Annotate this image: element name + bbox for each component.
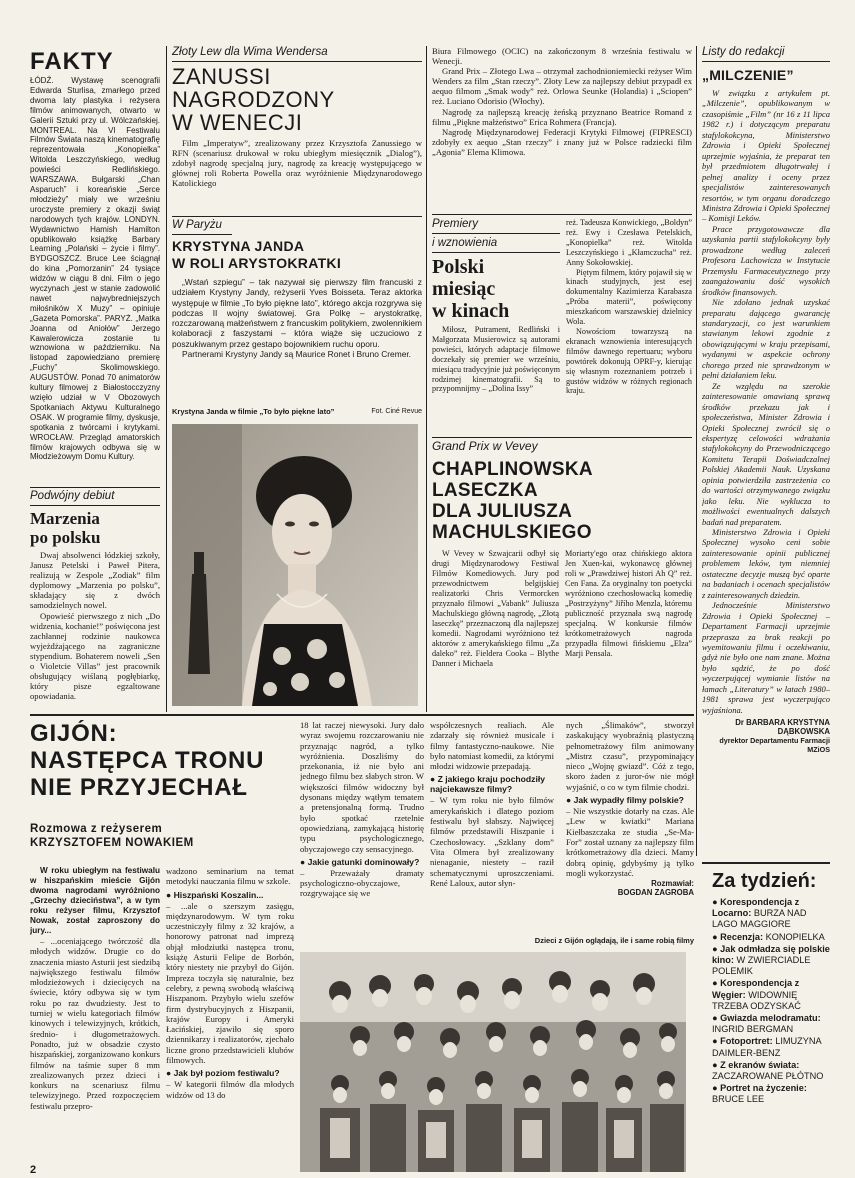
gijon-para: – ...ale o szerszym zasięgu, międzynarodowym. W tym roku uczestniczyły filmy z 32 krajów, a honorowy patronat nad imprezą objął młodziutki następca tronu, książę Asturii Felipe de Borbón, który niestety nie przybył do Gijón. Impreza toczyła się naturalnie, bez celebry, z pewną swobodą właściwą Hiszpanom. Przybyło wielu szefów firm dystrybucyjnych z Hiszpanii, krajów Europy i Ameryki Łacińskiej, zjawiło się sporo dziennikarzy i realizatorów, zjechało liczne grono przedstawicieli klubów filmowych. bbox=[166, 900, 294, 1066]
vevey-rubric: Grand Prix w Vevey bbox=[432, 440, 538, 453]
premiery-article-cont bbox=[566, 218, 692, 433]
za-tydzien-item-key: Korespondencja z Locarno: bbox=[712, 897, 800, 919]
premiery-para: Nowościom towarzyszą na ekranach wznowienia interesujących filmów dawnego repertuaru; wyboru powtórek dokonują OPRF-y, kierując się własnym rozeznaniem potrzeb i gustów widzów w różnych regionach kraju. bbox=[566, 326, 692, 396]
gijon-question: Z jakiego kraju pochodziły najciekawsze filmy? bbox=[430, 774, 546, 795]
za-tydzien-item-key: Z ekranów świata: bbox=[720, 1059, 800, 1070]
bullet-icon: ● bbox=[712, 1083, 721, 1094]
debiut-title-1: Marzenia bbox=[30, 509, 100, 528]
listy-title: „MILCZENIE” bbox=[702, 67, 794, 83]
gijon-title-2: NASTĘPCA TRONU bbox=[30, 747, 265, 774]
za-tydzien-item-value: BURZA NAD LAGO MAGGIORE bbox=[712, 908, 807, 930]
janda-rubric: W Paryżu bbox=[172, 219, 232, 235]
listy-para: Ze względu na szerokie zainteresowanie omawianą sprawą środków przekazu jak i społeczeństwa, Minister Zdrowia i Opieki Społecznej zwrócił się o ekspertyzę celowości wdrażania stafylokokcyny do Przewodniczącego Komitetu Terapii Doświadczalnej Polskiej Akademii Nauk. Uzyskana opinia potwierdziła zastrzeżenia co do wartości otrzymywanego związku jako leku. Nie wyklucza to możliwości ewentualnych dalszych badań nad preparatem. bbox=[702, 380, 830, 527]
gijon-question: Jakie gatunki dominowały? bbox=[307, 856, 420, 867]
debiut-article bbox=[30, 487, 160, 709]
bullet-icon: ● bbox=[300, 856, 306, 867]
debiut-para: Dwaj absolwenci łódzkiej szkoły, Janusz Petelski i Paweł Pitera, realizują w Zespole „Zodiak” film dyplomowy „Marzenia po polsku”, składający się z dwóch samodzielnych nowel. bbox=[30, 550, 160, 611]
za-tydzien-item-key: Korespondencja z Węgier: bbox=[712, 978, 800, 1000]
bullet-icon: ● bbox=[712, 1059, 721, 1070]
premiery-title-3: w kinach bbox=[432, 300, 510, 322]
za-tydzien-item-value: W ZWIERCIADLE POLEMIK bbox=[712, 955, 811, 977]
janda-article bbox=[172, 219, 422, 419]
janda-title-2: W ROLI ARYSTOKRATKI bbox=[172, 255, 342, 271]
za-tydzien-list bbox=[702, 897, 830, 1106]
zanussi-article bbox=[172, 46, 422, 216]
venice-para: Nagrodę za najlepszą kreację żeńską przyznano Beatrice Romand z filmu „Piękne małżeństwo” Erica Rohmera (Francja). bbox=[432, 106, 692, 127]
bullet-icon: ● bbox=[712, 943, 721, 954]
janda-photo bbox=[172, 424, 418, 706]
janda-photo-caption: Krystyna Janda w filmie „To było piękne lato” bbox=[172, 407, 335, 416]
za-tydzien-item-key: Portret na życzenie: bbox=[720, 1083, 807, 1094]
gijon-question: Hiszpański Koszalin... bbox=[173, 889, 264, 900]
column-rule bbox=[166, 46, 167, 712]
janda-photo-illustration bbox=[172, 424, 418, 706]
listy-article bbox=[702, 46, 830, 856]
premiery-para: Piętym filmem, który pojawił się w kinach studyjnych, jest esej dokumentalny Kazimierza Karabasza „Próba materii”, poświęcony mieszkańcom warszawskiej dzielnicy Wola. bbox=[566, 267, 692, 327]
gijon-title-1: GIJÓN: bbox=[30, 720, 118, 747]
zanussi-title-1: ZANUSSI bbox=[172, 64, 271, 89]
debiut-para: Opowieść pierwszego z nich „Do widzenia, kochanie!” poświęcona jest zachłannej rodzinie naukowca wyjeżdżającego na zagraniczne stypendium. Bohaterem noweli „Sen o Violetcie Villas” jest pracownik obsługujący wiślaną pogłębiarkę, który pisze egzaltowane opowiadania. bbox=[30, 610, 160, 702]
za-tydzien-box bbox=[702, 862, 830, 1170]
venice-para: Grand Prix – Złotego Lwa – otrzymał zachodnioniemiecki reżyser Wim Wenders za film „Stan rzeczy”. Złoty Lew za najlepszy debiut przypadł ex aequo filmom „Smak wody” reż. Orlowa Seunke (Holandia) i „Sciopen” reż. Luciano Odorisio (Włochy). bbox=[432, 66, 692, 107]
premiery-rubric-1: Premiery bbox=[432, 218, 560, 234]
gijon-photo bbox=[300, 952, 686, 1172]
za-tydzien-item bbox=[712, 932, 830, 943]
gijon-para: nych „Ślimaków”, stworzył zaskakujący wyobraźnią plastyczną pełnometrażowy film animowany „Mistrz czasu”, przypominający nieco „Wojnę gwiazd”. Cóż z tego, skoro żaden z juror-ów nie mógł wyjaśnić, o co w tym filmie chodzi. bbox=[566, 720, 694, 792]
zanussi-para: Film „Imperatyw”, zrealizowany przez Krzysztofa Zanussiego w RFN (scenariusz drukował w roku ubiegłym miesięcznik „Dialog”), zdobył nagrodę specjalną jury, nagrodę za kreację występującego w głównej roli Roberta Powella oraz wyróżnienie Międzynarodowego Katolickiego bbox=[172, 138, 422, 189]
gijon-column-1 bbox=[30, 866, 160, 1171]
za-tydzien-item-value: WIDOWNIĘ TRZEBA ODZYSKAĆ bbox=[712, 989, 801, 1011]
venice-para: Biura Filmowego (OCIC) na zakończonym 8 września festiwalu w Wenecji. bbox=[432, 46, 692, 67]
bullet-icon: ● bbox=[566, 795, 572, 806]
za-tydzien-item bbox=[712, 1060, 830, 1082]
gijon-lead: W roku ubiegłym na festiwalu w hiszpańskim mieście Gijón dwoma nagrodami wyróżniono „Grzechy dzieciństwa”, a w tym roku reżyser filmu, Krzysztof Nowak, został zaproszony do jury... bbox=[30, 866, 160, 935]
gijon-para: wadzono seminarium na temat metodyki nauczania filmu w szkole. bbox=[166, 866, 294, 887]
za-tydzien-item-value: BRUCE LEE bbox=[712, 1094, 765, 1105]
gijon-headline bbox=[30, 720, 300, 820]
gijon-para: – W tym roku nie było filmów amerykańskich i dlatego poziom festiwalu był słabszy. Najwięcej filmów przedstawili Hiszpanie i Czechosłowacy. „Szklany dom” Vita Olmera był zrealizowany nienaganie, niestety – raził schematycznymi uproszczeniami. René Laloux, autor słyn- bbox=[430, 795, 554, 888]
za-tydzien-item bbox=[712, 1083, 830, 1105]
page-number-box bbox=[30, 1160, 50, 1176]
vevey-title-2: LASECZKA bbox=[432, 480, 538, 501]
vevey-para: Moriarty'ego oraz chińskiego aktora Jen Xuen-kai, wykonawcę głównej roli w „Prawdziwej histori Ah Q” reż. Cen Fana. Za oryginalny ton poetycki wyróżniono czechosłowacką komedię „Postrzyżyny” Jiřího Menzla, któremu publiczność przyznała swą nagrodę specjalną. W konkursie filmów krótkometrażowych nagroda przypadła filmowi fińskiemu „Elza” Marji Pensala. bbox=[565, 549, 692, 658]
premiery-title-2: miesiąc bbox=[432, 278, 496, 300]
bullet-icon: ● bbox=[430, 774, 436, 785]
janda-title-1: KRYSTYNA JANDA bbox=[172, 238, 305, 254]
gijon-question: Jak był poziom festiwalu? bbox=[173, 1068, 280, 1079]
gijon-para: 18 lat raczej niewysoki. Jury dało wyraz swojemu rozczarowaniu nie przyznając nagród, a tylko wyróżnienia. Doszliśmy do przekonania, iż nie było ani jednego filmu bez słabych stron. W większości filmów widoczny był dysonans między wątłym tematem a pretensjonalną formą. Trudno było spotkać rzetelnie opowiedzianą, zamykającą historię typu psychologicznego, obyczajowego czy sensacyjnego. bbox=[300, 720, 424, 854]
listy-rubric: Listy do redakcji bbox=[702, 46, 830, 62]
gijon-para: – Przeważały dramaty psychologiczno-obyczajowe, rozgrywające się we bbox=[300, 867, 424, 899]
debiut-rubric: Podwójny debiut bbox=[30, 487, 160, 506]
gijon-interviewer-label: Rozmawiał: bbox=[651, 879, 694, 889]
gijon-para: – Nie wszystkie dotarły na czas. Ale „Lew w kwiatki” Mariana Kiełbaszczaka ze studia „Se-Ma-For” został uznany za najlepszy film krótkometrażowy dla dzieci. Mamy dobrą opinię, gdybyśmy ją tylko mogli wykorzystać. bbox=[566, 806, 694, 878]
bullet-icon: ● bbox=[166, 1068, 172, 1079]
listy-para: Prace przygotowawcze dla uzyskania partii stafylokokcyny były prowadzone według zaleceń Profesora Lachowicza w Instytucie Przemysłu Farmaceutycznego przy zaangażowaniu dość wysokich środków finansowych. bbox=[702, 223, 830, 297]
za-tydzien-item-key: Fotoportret: bbox=[720, 1036, 773, 1047]
debiut-title-2: po polsku bbox=[30, 528, 101, 547]
premiery-rubric-2: i wznowienia bbox=[432, 237, 560, 253]
gijon-photo-illustration bbox=[300, 952, 686, 1172]
fakty-text: ŁÓDŹ. Wystawę scenografii Edwarda Sturlisa, zmarłego przed dwoma laty plastyka i reżysera filmów animowanych, otwarto w Galerii Sztuki przy ul. Wólczańskiej. MONTREAL. Na VI Festiwalu Filmów Świata naszą kinematografię reprezentowała „Konopielka” Witolda Leszczyńskiego, według powieści Redlińskiego. WARSZAWA. Bułgarski „Chan Asparuch” i koreańskie „Serce młodzieży” miały we wrześniu uroczyste premiery z okazji świąt narodowych tych krajów. LONDYN. Wydawnictwo Hamish Hamilton opublikowało książkę Barbary Learning „Polański – życie i filmy”. BYDGOSZCZ. Bruce Lee ściągnął do kina „Pomorzanin” 24 tysiące widzów w ciągu 8 dni. Film o jego wyczynach „jest w stanie zadowolić nawet najwybredniejszych miłośników X Muzy” – opiniuje „Gazeta Pomorska”. PARYŻ. „Matka Joanna od Aniołów” Jerzego Kawalerowicza zostanie tu wznowiona w październiku. Na listopad zapowiedziano premierę „Fuchy” Skolimowskiego. AUGUSTÓW. Ponad 70 animatorów kultury filmowej z Białostocczyzny wzięło udział w V Obozowych Spotkaniach Aktywu Kulturalnego OSAK. W programie filmy, dyskusje, spotkania z twórcami i krytykami. WROCŁAW. Przegląd amatorskich filmów krajowych odbywa się w Młodzieżowym Domu Kultury. bbox=[30, 76, 160, 462]
bullet-icon: ● bbox=[712, 1013, 721, 1024]
gijon-column-3 bbox=[300, 720, 424, 948]
gijon-question: Jak wypadły filmy polskie? bbox=[573, 795, 684, 806]
gijon-para: współczesnych realiach. Ale zdarzały się również musicale i filmy fantastyczno-naukowe. Nie było natomiast komedii, za którymi młodzi widzowie przepadają. bbox=[430, 720, 554, 772]
column-rule bbox=[696, 46, 697, 856]
gijon-column-2 bbox=[166, 866, 294, 1171]
bullet-icon: ● bbox=[712, 897, 721, 907]
listy-signature-title: dyrektor Departamentu Farmacji MZiOS bbox=[719, 736, 830, 755]
fakty-column bbox=[30, 50, 160, 480]
za-tydzien-item-value: INGRID BERGMAN bbox=[712, 1024, 794, 1035]
premiery-para: reż. Tadeusza Konwickiego, „Boldyn” reż. Ewy i Czesława Petelskich, „Konopielka” reż. Witolda Leszczyńskiego i „Kłamczucha” reż. Anny Sokołowskiej. bbox=[566, 218, 692, 267]
janda-photo-credit: Fot. Ciné Revue bbox=[371, 408, 422, 415]
page-number: 2 bbox=[30, 1164, 37, 1176]
za-tydzien-item bbox=[712, 897, 830, 931]
listy-para: Nie zdołano jednak uzyskać preparatu dającego gwarancję standaryzacji, co jest warunkiem stawianym lekowi zgodnie z obowiązującymi w kraju przepisami, wydanymi w aspekcie ochrony chorego przed nie sprawdzonym w pełni działaniem leku. bbox=[702, 297, 830, 381]
za-tydzien-item-key: Recenzja: bbox=[720, 931, 764, 942]
janda-para: „Wstań szpiegu” – tak nazywał się pierwszy film francuski z udziałem Krystyny Jandy, reżyserii Yves Boisseta. Teraz aktorka występuje w filmie „To było piękne lato”, którego akcja rozgrywa się podczas II wojny światowej. Gra Polkę – arystokratkę, rozczarowaną małżeństwem z francuskim politykiem, zwolennikiem kolaboracji z faszystami – która wiąże się uczuciowo z poszukiwanym przez gestapo bojownikiem ruchu oporu. bbox=[172, 277, 422, 349]
za-tydzien-item bbox=[712, 1013, 830, 1035]
vevey-title-3: DLA JULIUSZA bbox=[432, 501, 573, 522]
venice-continuation bbox=[432, 46, 692, 208]
za-tydzien-item-value: ZACZAROWANE PŁÓTNO bbox=[712, 1071, 824, 1082]
premiery-title-1: Polski bbox=[432, 256, 485, 278]
section-rule bbox=[432, 437, 692, 438]
bullet-icon: ● bbox=[712, 1036, 721, 1047]
janda-caption-row bbox=[172, 407, 422, 421]
premiery-article bbox=[432, 218, 560, 433]
za-tydzien-item-value: KONOPIELKA bbox=[765, 931, 825, 942]
gijon-subtitle-1: Rozmowa z reżyserem bbox=[30, 823, 163, 835]
section-rule bbox=[432, 214, 692, 215]
listy-para: W związku z artykułem pt. „Milczenie”, opublikowanym w czasopiśmie „Film” (nr 16 z 11 lipca 1982 r.) i dotyczącym preparatu stafylokokcyna, Ministerstwo Zdrowia i Opieki Społecznej uprzejmie wyjaśnia, że preparat ten był przedmiotem długotrwałej i pełnej analizy i oceny przez specjalistów zainteresowanych resortów, w tym organu doradczego Ministra Zdrowia i Opieki Społecznej – Komisji Leków. bbox=[702, 88, 830, 224]
fakty-title: FAKTY bbox=[30, 50, 114, 75]
za-tydzien-item bbox=[712, 978, 830, 1012]
za-tydzien-item bbox=[712, 1036, 830, 1058]
za-tydzien-item bbox=[712, 944, 830, 978]
gijon-para: – W kategorii filmów dla młodych widzów od 13 do bbox=[166, 1079, 294, 1100]
gijon-para: – ...oceniającego twórczość dla młodych widzów. Drugie co do znaczenia miasto Asturii jest siedzibą największego festiwalu filmów młodzieżowych i dziecięcych na świecie, który odbywa się w tym roku po raz dwudziesty. Jest to turniej w wielu kategoriach filmów kinowych i telewizyjnych, krótkich, średnio- i długometrażowych. Ponadto, już w obsadzie czysto hiszpańskiej, zorganizowano konkurs filmów na taśmie super 8 mm zrealizowanych przez dzieci i konkurs na scenariusz filmu telewizyjnego. Przed rozpoczęciem festiwalu przepro- bbox=[30, 936, 160, 1111]
bullet-icon: ● bbox=[712, 931, 721, 942]
listy-signature-name: Dr BARBARA KRYSTYNA DĄBKOWSKA bbox=[735, 718, 830, 737]
gijon-photo-caption: Dzieci z Gijón oglądają, ile i same robią filmy bbox=[534, 936, 694, 945]
bullet-icon: ● bbox=[166, 889, 172, 900]
gijon-subhead bbox=[30, 822, 300, 858]
gijon-interviewer: BOGDAN ZAGROBA bbox=[617, 888, 694, 898]
vevey-para: W Vevey w Szwajcarii odbył się drugi Międzynarodowy Festiwal Filmów Komediowych. Jury pod przewodnictwem belgijskiej realizatorki Chris Vermorcken przyznało filmowi „Vabank” Juliusza Machulskiego główną nagrodę, „Złotą laseczkę” przeznaczoną dla najlepszej komedii. Nagrodami wyróżniono też aktorów z amerykańskiego filmu „Za daleko” reż. Fieldera Cooka – Blythe Danner i Michaela bbox=[432, 549, 559, 668]
vevey-title-4: MACHULSKIEGO bbox=[432, 522, 592, 543]
gijon-column-5 bbox=[566, 720, 694, 948]
column-rule bbox=[426, 46, 427, 712]
za-tydzien-item-key: Jak odmładza się polskie kino: bbox=[712, 943, 830, 966]
gijon-subtitle-2: KRZYSZTOFEM NOWAKIEM bbox=[30, 837, 194, 849]
za-tydzien-title: Za tydzień: bbox=[712, 870, 817, 892]
listy-para: Jednocześnie Ministerstwo Zdrowia i Opieki Społecznej – Departament Farmacji uprzejmie przeprasza za brak reakcji po wyemitowaniu filmu i oczekiwaniu, gdyż nie było one nam znane. Można było sądzić, że po dość wyczerpującej wymianie listów na łamach „Literatury” w latach 1980–1981 sprawa jest wyczerpująco wyjaśniona. bbox=[702, 600, 830, 715]
za-tydzien-item-value: LIMUZYNA DAIMLER-BENZ bbox=[712, 1036, 822, 1058]
premiery-para: Miłosz, Putrament, Redliński i Małgorzata Musierowicz są autorami powieści, których adaptacje filmowe doczekały się premier we wrześniu, miesiącu tradycyjnie już poświęconym rodzimej kinematografii. Są to przypomnijmy – „Dolina Issy” bbox=[432, 325, 560, 394]
section-rule bbox=[172, 216, 422, 217]
venice-para: Nagrodę Międzynarodowej Federacji Krytyki Filmowej (FIPRESCI) zdobyły ex aequo „Stan rzeczy” i znany już w Polsce radziecki film „Agonia” Elema Klimowa. bbox=[432, 126, 692, 157]
zanussi-rubric: Złoty Lew dla Wima Wendersa bbox=[172, 46, 422, 62]
gijon-column-4 bbox=[430, 720, 554, 948]
zanussi-title-2: NAGRODZONY bbox=[172, 87, 335, 112]
janda-para: Partnerami Krystyny Jandy są Maurice Ronet i Bruno Cremer. bbox=[182, 349, 412, 360]
vevey-title-1: CHAPLINOWSKA bbox=[432, 459, 593, 480]
vevey-article bbox=[432, 440, 692, 710]
section-rule-heavy bbox=[30, 714, 694, 716]
bullet-icon: ● bbox=[712, 978, 721, 989]
zanussi-title-3: W WENECJI bbox=[172, 110, 303, 135]
listy-para: Ministerstwo Zdrowia i Opieki Społecznej wysoko ceni sobie zainteresowanie opinii publicznej problemem leków, tym niemniej ostateczne decyzje muszą być oparte na badaniach i ocenach specjalistów z zainteresowanych dziedzin. bbox=[702, 527, 830, 600]
za-tydzien-item-key: Gwiazda melodramatu: bbox=[720, 1013, 821, 1024]
gijon-title-3: NIE PRZYJECHAŁ bbox=[30, 774, 248, 801]
gijon-caption-row bbox=[300, 936, 694, 950]
